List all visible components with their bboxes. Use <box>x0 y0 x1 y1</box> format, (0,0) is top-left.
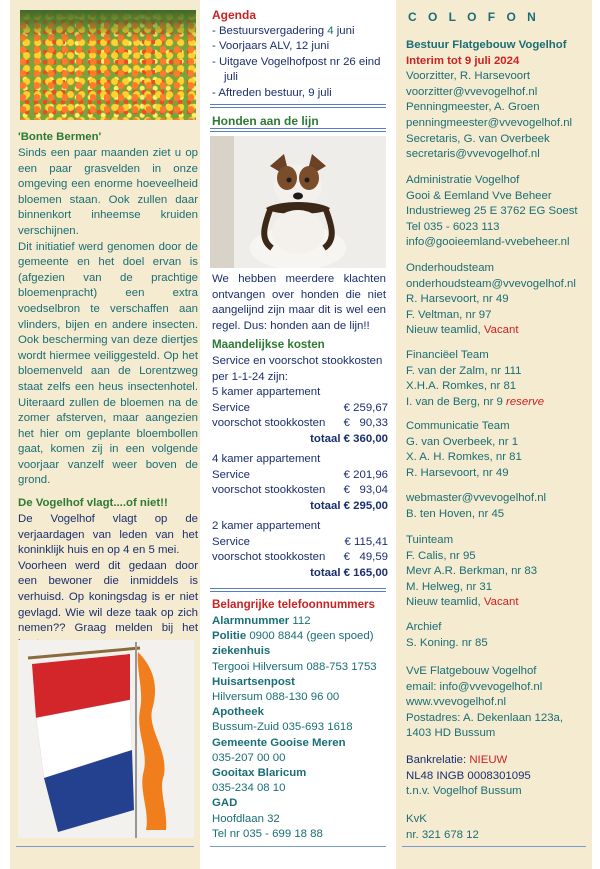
team-line: R. Harsevoort, nr 49 <box>406 293 509 306</box>
kvk-block <box>406 812 590 843</box>
vogelhof-vlagt-paragraph-2: Voorheen werd dit gedaan door een bewoner die inmiddels is verhuisd. Op koningsdag is er niet gevlagd. Wie wil deze taak op zich nemen?? Graag melden bij het <box>18 559 198 635</box>
apartment-costs-2 <box>212 519 388 581</box>
stook-label: voorschot stookkosten <box>212 417 326 430</box>
tel-entry: Apotheek <box>212 706 264 719</box>
tel-entry: 035-207 00 00 <box>212 751 286 764</box>
apartment-costs-4 <box>212 452 388 514</box>
bestuur-email: secretaris@vvevogelhof.nl <box>406 148 540 161</box>
tel-entry: Hilversum 088-130 96 00 <box>212 691 340 704</box>
bestuur-email: voorzitter@vvevogelhof.nl <box>406 85 538 98</box>
vve-line: www.vvevogelhof.nl <box>406 696 507 709</box>
tel-entry: Gemeente Gooise Meren <box>212 736 346 749</box>
bottom-divider <box>210 846 386 847</box>
tel-entry: Politie 0900 8844 (geen spoed) <box>212 630 374 643</box>
bankrelatie-block <box>406 753 590 800</box>
bottom-divider <box>402 846 586 847</box>
honden-title: Honden aan de lijn <box>212 114 319 128</box>
team-line: I. van de Berg, nr 9 reserve <box>406 395 545 408</box>
tel-entry: Gooitax Blaricum <box>212 767 307 780</box>
bestuur-title: Bestuur Flatgebouw Vogelhof <box>406 39 567 51</box>
agenda-item: - Aftreden bestuur, 9 juli <box>212 86 332 99</box>
team-line: onderhoudsteam@vvevogelhof.nl <box>406 277 576 290</box>
service-label: Service <box>212 468 250 481</box>
apartment-costs-5 <box>212 385 388 447</box>
telefoonnummers-title: Belangrijke telefoonnummers <box>212 598 375 611</box>
tuinteam-block <box>406 533 590 611</box>
team-line: M. Helweg, nr 31 <box>406 580 493 593</box>
vve-block <box>406 664 590 742</box>
admin-line: Tel 035 - 6023 113 <box>406 220 500 233</box>
honden-body: We hebben meerdere klachten ontvangen over honden die niet aangelijnd zijn maar dit is wel een regel. Dus: honden aan de lijn!! <box>212 273 386 332</box>
tel-entry: ziekenhuis <box>212 645 271 658</box>
apartment-name: 4 kamer appartement <box>212 453 321 465</box>
team-line: B. ten Hoven, nr 45 <box>406 507 505 520</box>
bestuur-line: Voorzitter, R. Harsevoort <box>406 70 531 83</box>
admin-line: Industrieweg 25 E 3762 EG Soest <box>406 205 578 218</box>
team-line: Onderhoudsteam <box>406 262 495 274</box>
bonte-bermen-paragraph-2: Dit initiatief werd genomen door de gemeente en het doel ervan is (afgezien van de prachtige bloemenpracht) een extra voedselbron te verschaffen aan vlinders, bijen en andere insecten. Ook bescherming van deze diertjes wordt hiermee veiliggesteld. Op het bloemenveld aan de Lorentzweg staat zelfs een heus insectenhotel. Uiteraard zullen de bloemen na de zomer afsterven, maar aangezien het hier om geplante bloembollen gaat, komen zij in een volgende voorjaar vanzelf weer boven de grond. <box>18 240 198 487</box>
archief-block <box>406 620 590 651</box>
total-value: totaal € 165,00 <box>310 566 388 579</box>
bottom-divider <box>16 846 194 847</box>
bestuur-interim: Interim tot 9 juli 2024 <box>406 54 520 67</box>
dog-with-leash-photo <box>210 136 386 268</box>
telefoonnummers-list <box>212 614 390 842</box>
team-line: Nieuw teamlid, Vacant <box>406 596 519 609</box>
wildflower-photo <box>20 10 196 120</box>
administratie-block <box>406 173 590 251</box>
total-value: totaal € 295,00 <box>310 499 388 512</box>
apartment-name: 2 kamer appartement <box>212 520 321 532</box>
apartment-name: 5 kamer appartement <box>212 386 321 398</box>
dutch-flag-photo <box>18 640 194 838</box>
agenda-item: - Bestuursvergadering 4 juni <box>212 25 355 37</box>
right-column <box>396 0 592 869</box>
team-line: R. Harsevoort, nr 49 <box>406 466 509 479</box>
agenda-item: - Uitgave Vogelhofpost nr 26 eind juli <box>212 55 381 84</box>
onderhoudsteam-block <box>406 261 590 339</box>
vve-line: Postadres: A. Dekenlaan 123a, <box>406 711 564 724</box>
team-line: G. van Overbeek, nr 1 <box>406 435 519 448</box>
bonte-bermen-paragraph-1: Sinds een paar maanden ziet u op een paar grasvelden in onze omgeving een enorme hoeveelheid bloemen staan. Ook zullen daar binnenkort inheemse kruiden verschijnen. <box>18 147 198 237</box>
dog-illustration <box>210 136 386 268</box>
total-value: totaal € 360,00 <box>310 432 388 445</box>
maandelijkse-kosten-intro: Service en voorschot stookkosten per 1-1-24 zijn: <box>212 355 383 383</box>
admin-line: info@gooieemland-vvebeheer.nl <box>406 236 570 249</box>
team-line: webmaster@vvevogelhof.nl <box>406 492 547 504</box>
admin-line: Gooi & Eemland Vve Beheer <box>406 189 552 202</box>
tel-entry: Bussum-Zuid 035-693 1618 <box>212 721 353 734</box>
agenda-list <box>212 24 386 101</box>
admin-line: Administratie Vogelhof <box>406 174 520 186</box>
service-label: Service <box>212 401 250 414</box>
bonte-bermen-article <box>18 146 198 489</box>
maandelijkse-kosten-title: Maandelijkse kosten <box>212 338 325 351</box>
stook-label: voorschot stookkosten <box>212 484 326 497</box>
vogelhof-vlagt-article <box>18 512 198 652</box>
tel-entry: 035-234 08 10 <box>212 782 286 795</box>
bestuur-line: Secretaris, G. van Overbeek <box>406 132 550 145</box>
bonte-bermen-title: 'Bonte Bermen' <box>18 131 102 143</box>
colofon-title: C O L O F O N <box>408 10 540 24</box>
team-line: Nieuw teamlid, Vacant <box>406 324 519 337</box>
team-line: Financiëel Team <box>406 349 489 361</box>
middle-column <box>206 0 390 869</box>
bank-line: Bankrelatie: NIEUW <box>406 754 508 766</box>
tel-entry: Huisartsenpost <box>212 675 295 688</box>
stook-value: € 93,04 <box>343 484 388 497</box>
team-line: X. A. H. Romkes, nr 81 <box>406 451 522 464</box>
section-divider <box>210 104 386 108</box>
vogelhof-vlagt-title: De Vogelhof vlagt....of niet!! <box>18 497 168 509</box>
stook-value: € 49,59 <box>343 551 388 564</box>
tel-entry: Hoofdlaan 32 <box>212 812 280 825</box>
webmaster-block <box>406 491 590 522</box>
team-line: F. Veltman, nr 97 <box>406 308 492 321</box>
team-line: Communicatie Team <box>406 420 510 432</box>
kvk-line: KvK <box>406 813 427 825</box>
team-line: Archief <box>406 621 442 633</box>
kvk-line: nr. 321 678 12 <box>406 828 479 841</box>
vogelhof-vlagt-paragraph-1: De Vogelhof vlagt op de verjaardagen van leden van het koninklijk huis en op 4 en 5 mei. <box>18 513 198 557</box>
agenda-title: Agenda <box>212 8 257 22</box>
bank-tnv: t.n.v. Vogelhof Bussum <box>406 785 522 798</box>
stook-value: € 90,33 <box>343 417 388 430</box>
service-value: € 201,96 <box>343 468 388 481</box>
left-column <box>10 0 200 869</box>
service-value: € 115,41 <box>344 535 388 548</box>
agenda-item: - Voorjaars ALV, 12 juni <box>212 40 330 53</box>
vve-line: VvE Flatgebouw Vogelhof <box>406 665 537 677</box>
team-line: X.H.A. Romkes, nr 81 <box>406 380 517 393</box>
vve-line: 1403 HD Bussum <box>406 727 496 740</box>
stook-label: voorschot stookkosten <box>212 551 326 564</box>
tel-entry: Alarmnummer 112 <box>212 615 311 627</box>
communicatie-team-block <box>406 419 590 481</box>
bank-iban: NL48 INGB 0008301095 <box>406 769 531 782</box>
section-divider <box>210 588 386 592</box>
tel-entry: GAD <box>212 797 238 810</box>
team-line: Mevr A.R. Berkman, nr 83 <box>406 565 538 578</box>
tel-entry: Tergooi Hilversum 088-753 1753 <box>212 660 377 673</box>
team-line: S. Koning. nr 85 <box>406 636 488 649</box>
team-line: Tuinteam <box>406 534 454 546</box>
bestuur-line: Penningmeester, A. Groen <box>406 101 540 114</box>
service-value: € 259,67 <box>343 401 388 414</box>
service-label: Service <box>212 535 250 548</box>
financieel-team-block <box>406 348 590 410</box>
vve-line: email: info@vvevogelhof.nl <box>406 680 543 693</box>
team-line: F. Calis, nr 95 <box>406 549 476 562</box>
tel-entry: Tel nr 035 - 699 18 88 <box>212 827 323 840</box>
team-line: F. van der Zalm, nr 111 <box>406 364 522 377</box>
section-divider <box>210 128 386 132</box>
bestuur-email: penningmeester@vvevogelhof.nl <box>406 116 573 129</box>
dutch-flag-illustration <box>18 640 194 838</box>
bestuur-block <box>406 38 590 163</box>
